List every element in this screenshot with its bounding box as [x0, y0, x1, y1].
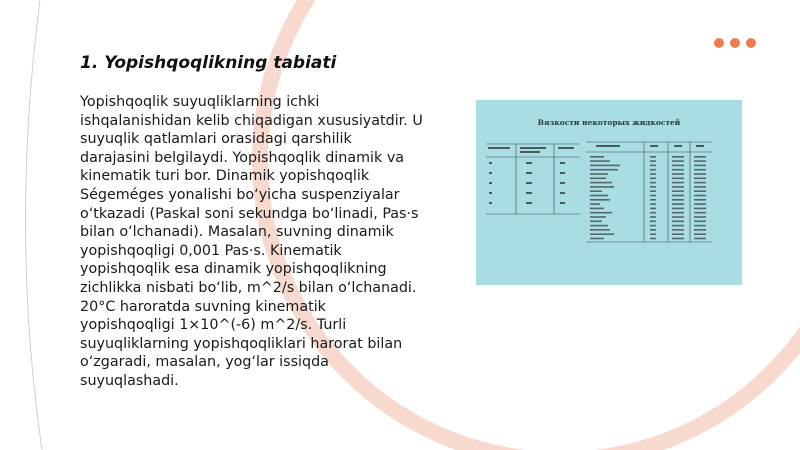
dot-icon	[714, 38, 724, 48]
scan-text-line	[590, 221, 602, 223]
scan-text-line	[590, 165, 620, 167]
scan-text-line	[650, 165, 656, 167]
slide-title: 1. Yopishqoqlikning tabiati	[80, 53, 337, 73]
scan-text-line	[694, 212, 706, 214]
menu-dots	[714, 38, 756, 48]
scan-text-line	[590, 195, 608, 197]
scan-text-line	[694, 195, 706, 197]
scan-text-line	[694, 190, 706, 192]
scan-text-line	[694, 178, 706, 180]
figure-caption: Вязкости некоторых жидкостей	[537, 118, 681, 127]
scan-text-line	[694, 156, 706, 158]
scan-text-line	[694, 199, 706, 201]
scan-text-line	[694, 238, 706, 240]
scan-text-line	[694, 182, 706, 184]
scan-text-line	[694, 229, 706, 231]
viscosity-table-image	[476, 100, 742, 285]
scan-text-line	[590, 199, 610, 201]
scan-text-line	[694, 173, 706, 175]
scan-text-line	[590, 208, 604, 210]
scan-text-line	[672, 199, 684, 201]
scan-text-line	[672, 165, 684, 167]
scan-text-line	[650, 221, 656, 223]
table-scan-image	[476, 100, 742, 285]
scan-text-line	[590, 212, 612, 214]
scan-text-line	[694, 165, 706, 167]
scan-text-line	[590, 233, 614, 235]
scan-text-line	[650, 229, 656, 231]
scan-text-line	[650, 216, 656, 218]
scan-text-line	[590, 203, 600, 205]
scan-text-line	[672, 195, 684, 197]
scan-text-line	[694, 203, 706, 205]
scan-text-line	[694, 216, 706, 218]
dot-icon	[730, 38, 740, 48]
scan-text-line	[650, 173, 656, 175]
scan-text-line	[672, 221, 684, 223]
scan-text-line	[590, 182, 612, 184]
scan-text-line	[672, 233, 684, 235]
scan-text-line	[672, 182, 684, 184]
scan-text-line	[650, 208, 656, 210]
scan-text-line	[590, 229, 610, 231]
scan-text-line	[590, 169, 618, 171]
scan-text-line	[590, 238, 604, 240]
scan-text-line	[650, 212, 656, 214]
scan-text-line	[694, 186, 706, 188]
scan-text-line	[672, 178, 684, 180]
scan-text-line	[650, 156, 656, 158]
scan-text-line	[672, 186, 684, 188]
scan-text-line	[672, 212, 684, 214]
scan-text-line	[694, 233, 706, 235]
scan-text-line	[650, 233, 656, 235]
scan-text-line	[672, 156, 684, 158]
scan-text-line	[650, 199, 656, 201]
scan-text-line	[672, 173, 684, 175]
scan-text-line	[590, 173, 608, 175]
scan-text-line	[650, 195, 656, 197]
scan-text-line	[650, 186, 656, 188]
body-paragraph: Yopishqoqlik suyuqliklarning ichki ishqalanishidan kelib chiqadigan xususiyatdir. U suyuqlik qatlamlari orasidagi qarshilik darajasini belgilaydi. Yopishqoqlik dinamik va kinematik turi bor. Dinamik yopishqoqlik Ségeméges yonalishi bo‘yicha suspenziyalar o‘tkazadi (Paskal soni sekundga bo‘linadi, Pas·s bilan o‘lchanadi). Masalan, suvning dinamik yopishqoqligi 0,001 Pas·s. Kinematik yopishqoqlik esa dinamik yopishqoqlikning zichlikka nisbati bo‘lib, m^2/s bilan o‘lchanadi. 20°C haroratda suvning kinematik yopishqoqligi 1×10^(-6) m^2/s. Turli suyuqliklarning yopishqoqliklari harorat bilan o‘zgaradi, masalan, yog‘lar issiqda suyuqlashadi.	[80, 94, 423, 389]
scan-text-line	[694, 169, 706, 171]
scan-text-line	[672, 225, 684, 227]
scan-text-line	[650, 190, 656, 192]
scan-text-line	[650, 178, 656, 180]
scan-text-line	[694, 208, 706, 210]
scan-text-line	[590, 156, 604, 158]
scan-text-line	[672, 216, 684, 218]
scan-text-line	[672, 203, 684, 205]
scan-text-line	[650, 160, 656, 162]
scan-text-line	[672, 208, 684, 210]
scan-text-line	[694, 160, 706, 162]
scan-text-line	[694, 221, 706, 223]
scan-text-line	[672, 169, 684, 171]
scan-text-line	[590, 216, 606, 218]
scan-text-line	[650, 182, 656, 184]
scan-text-line	[672, 160, 684, 162]
dot-icon	[746, 38, 756, 48]
scan-text-line	[650, 169, 656, 171]
scan-text-line	[590, 178, 606, 180]
scan-text-line	[672, 190, 684, 192]
scan-text-line	[672, 229, 684, 231]
scan-text-line	[650, 225, 656, 227]
scan-text-line	[650, 203, 656, 205]
scan-text-line	[672, 238, 684, 240]
scan-text-line	[694, 225, 706, 227]
scan-text-line	[590, 190, 602, 192]
scan-text-line	[590, 225, 608, 227]
scan-text-line	[650, 238, 656, 240]
scan-text-line	[590, 160, 610, 162]
scan-text-line	[590, 186, 614, 188]
